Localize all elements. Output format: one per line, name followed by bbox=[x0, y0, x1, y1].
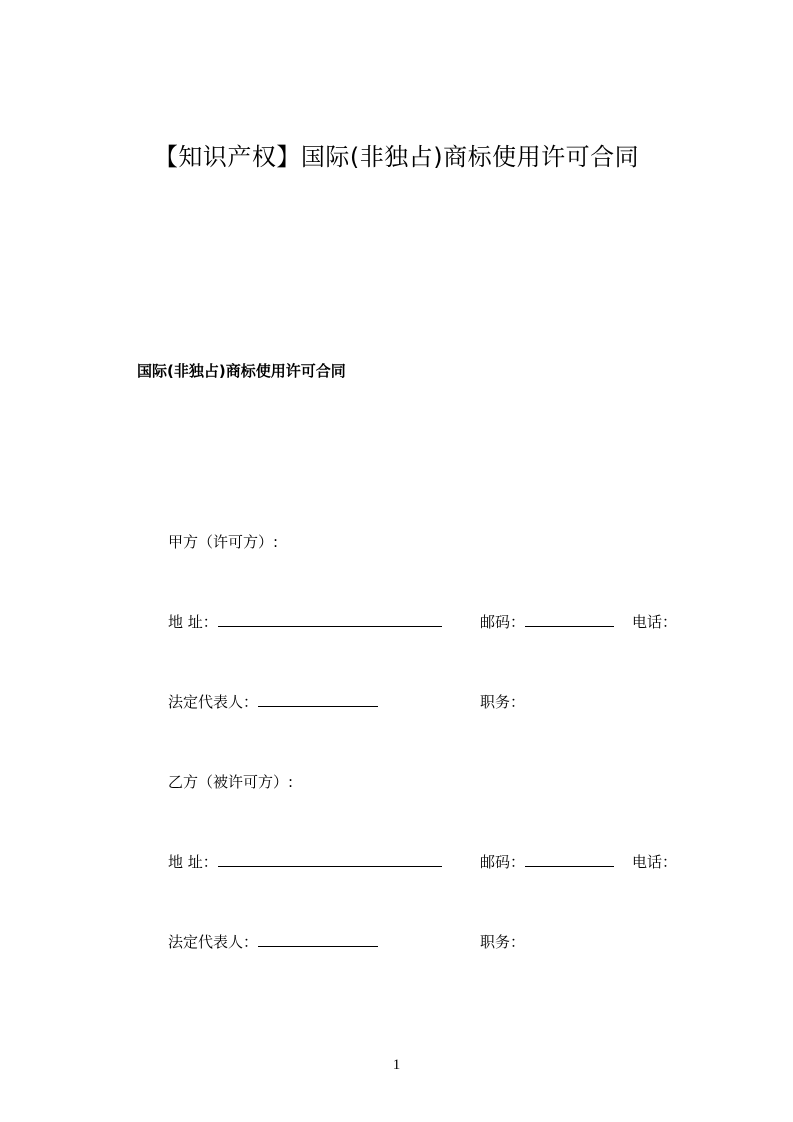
party-a-representative-row bbox=[168, 691, 378, 713]
page-title: 【知识产权】国际(非独占)商标使用许可合同 bbox=[153, 143, 640, 171]
party-a-phone-label: 电话： bbox=[632, 613, 678, 631]
party-b-representative-row bbox=[168, 931, 378, 953]
party-a-address-row bbox=[168, 611, 442, 633]
party-b-representative-label: 法定代表人： bbox=[168, 933, 259, 951]
party-a-address-label: 地 址： bbox=[168, 613, 218, 631]
party-a-representative-label: 法定代表人： bbox=[168, 693, 259, 711]
party-b-heading: 乙方（被许可方）: bbox=[168, 773, 294, 791]
party-a-address-blank[interactable] bbox=[218, 612, 442, 627]
party-b-address-row bbox=[168, 851, 442, 873]
party-b-postcode-label: 邮码： bbox=[480, 853, 526, 871]
party-a-representative-blank[interactable] bbox=[258, 692, 378, 707]
party-a-position-label: 职务： bbox=[480, 693, 526, 711]
section-title: 国际(非独占)商标使用许可合同 bbox=[137, 362, 346, 380]
party-a-postcode-blank[interactable] bbox=[525, 612, 614, 627]
party-b-postcode-row bbox=[480, 851, 614, 873]
party-b-address-blank[interactable] bbox=[218, 852, 442, 867]
party-a-postcode-label: 邮码： bbox=[480, 613, 526, 631]
party-b-position-label: 职务： bbox=[480, 933, 526, 951]
party-b-address-label: 地 址： bbox=[168, 853, 218, 871]
party-b-postcode-blank[interactable] bbox=[525, 852, 614, 867]
party-b-phone-label: 电话： bbox=[632, 853, 678, 871]
party-b-representative-blank[interactable] bbox=[258, 932, 378, 947]
party-a-postcode-row bbox=[480, 611, 614, 633]
party-a-heading: 甲方（许可方）: bbox=[168, 533, 279, 551]
page-number: 1 bbox=[392, 1057, 401, 1073]
